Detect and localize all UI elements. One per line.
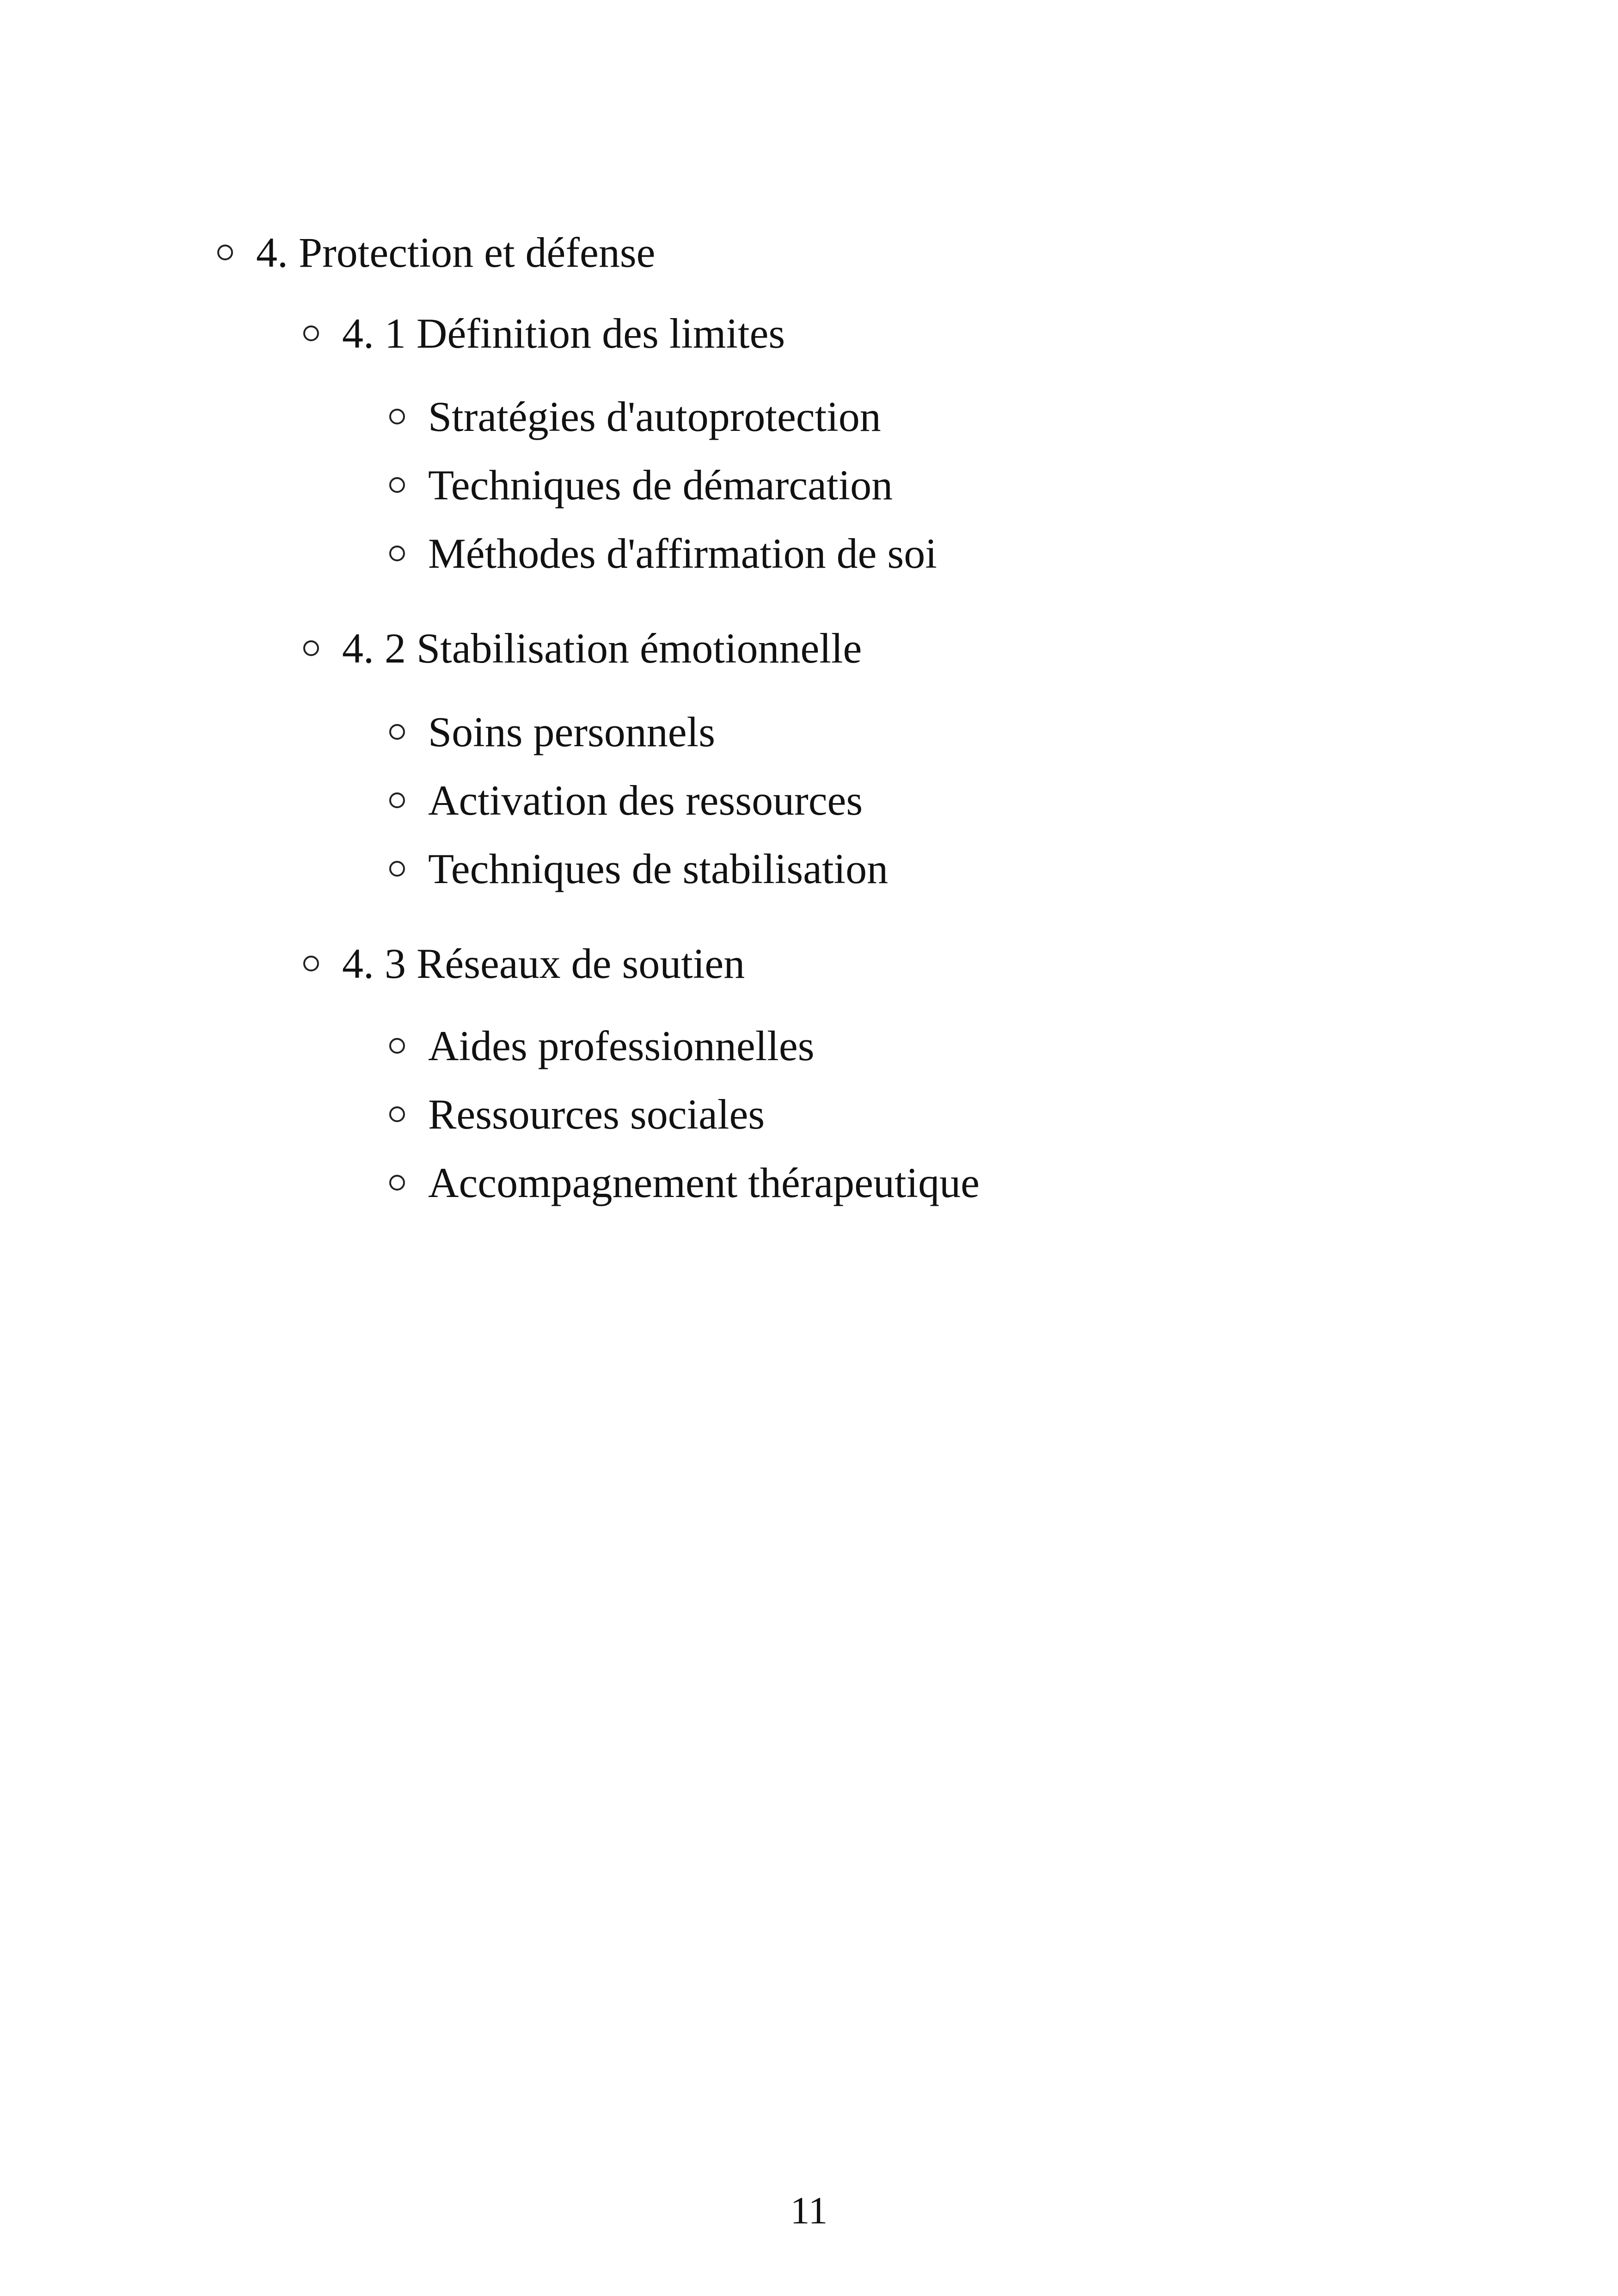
hollow-circle-bullet-icon bbox=[389, 1175, 405, 1191]
page-number: 11 bbox=[790, 2189, 828, 2232]
outline-heading bbox=[217, 231, 656, 274]
list-item bbox=[389, 708, 715, 755]
list-item bbox=[389, 395, 881, 438]
list-item bbox=[389, 1093, 765, 1136]
list-item bbox=[389, 779, 863, 822]
list-item-label: Méthodes d'affirmation de soi bbox=[428, 530, 937, 577]
list-item-label: Activation des ressources bbox=[428, 777, 863, 824]
list-item-label: Ressources sociales bbox=[428, 1091, 765, 1138]
section-heading-label: 4. 2 Stabilisation émotionnelle bbox=[342, 625, 862, 672]
hollow-circle-bullet-icon bbox=[303, 956, 319, 971]
hollow-circle-bullet-icon bbox=[389, 409, 405, 424]
list-item-label: Accompagnement thérapeutique bbox=[428, 1159, 980, 1206]
hollow-circle-bullet-icon bbox=[303, 325, 319, 341]
outline-heading-label: 4. Protection et défense bbox=[256, 229, 656, 276]
list-item-label: Aides professionnelles bbox=[428, 1022, 815, 1069]
section-heading-label: 4. 1 Définition des limites bbox=[342, 310, 785, 357]
hollow-circle-bullet-icon bbox=[389, 546, 405, 561]
list-item bbox=[389, 532, 937, 575]
hollow-circle-bullet-icon bbox=[389, 792, 405, 808]
list-item bbox=[389, 1022, 815, 1069]
hollow-circle-bullet-icon bbox=[303, 640, 319, 656]
section-heading bbox=[303, 625, 862, 672]
list-item-label: Techniques de stabilisation bbox=[428, 845, 889, 892]
list-item-label: Stratégies d'autoprotection bbox=[428, 393, 881, 440]
list-item bbox=[389, 461, 893, 509]
list-item bbox=[389, 1161, 980, 1204]
section-heading-label: 4. 3 Réseaux de soutien bbox=[342, 940, 745, 987]
hollow-circle-bullet-icon bbox=[217, 245, 233, 260]
section-heading bbox=[303, 312, 785, 355]
list-item-label: Techniques de démarcation bbox=[428, 461, 893, 509]
hollow-circle-bullet-icon bbox=[389, 724, 405, 740]
hollow-circle-bullet-icon bbox=[389, 1038, 405, 1054]
section-heading bbox=[303, 942, 745, 985]
hollow-circle-bullet-icon bbox=[389, 477, 405, 493]
list-item bbox=[389, 847, 888, 890]
list-item-label: Soins personnels bbox=[428, 708, 715, 755]
hollow-circle-bullet-icon bbox=[389, 861, 405, 877]
hollow-circle-bullet-icon bbox=[389, 1106, 405, 1122]
